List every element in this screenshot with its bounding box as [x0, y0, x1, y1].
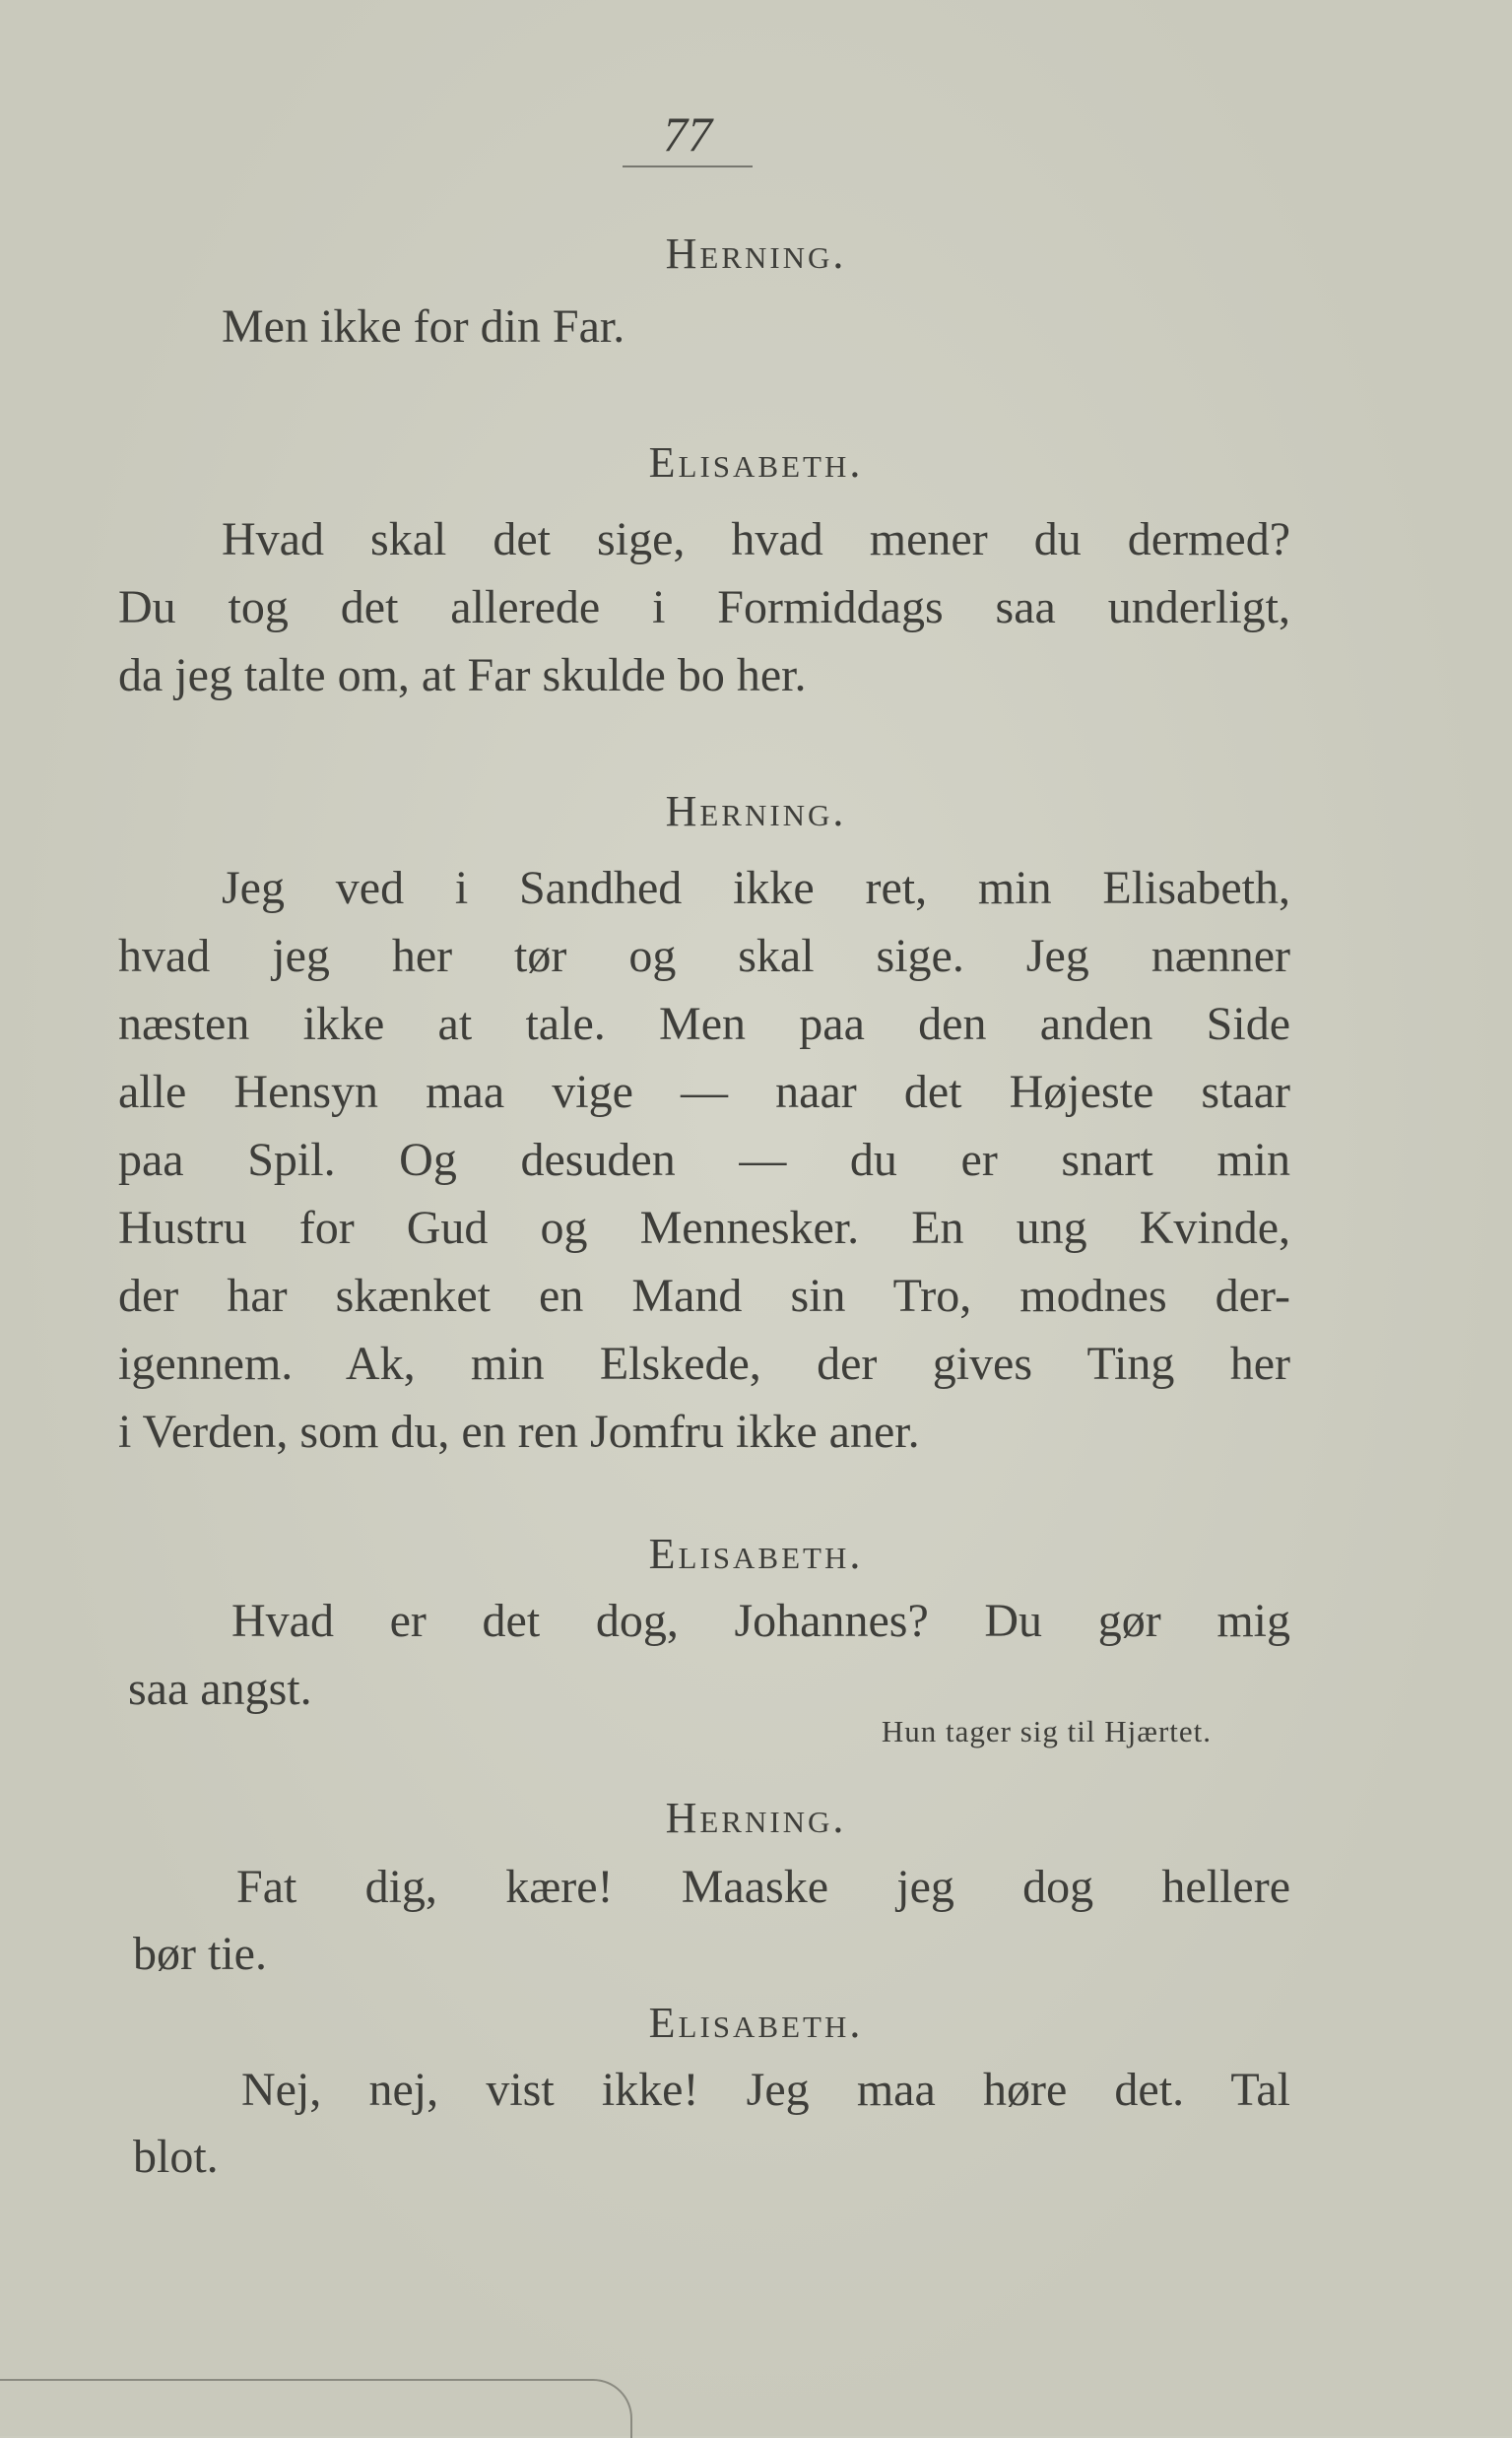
speaker-name: Herning.	[665, 1794, 847, 1842]
page-edge-mark	[0, 2379, 632, 2438]
dialogue-line: Men ikke for din Far.	[222, 300, 625, 353]
speaker-name: Elisabeth.	[648, 1530, 864, 1578]
dialogue-line: hvad jeg her tør og skal sige. Jeg nænner	[118, 930, 1290, 982]
speaker-name: Herning.	[665, 787, 847, 835]
dialogue-line: Hustru for Gud og Mennesker. En ung Kvinde,	[118, 1202, 1290, 1254]
dialogue-line: da jeg talte om, at Far skulde bo her.	[118, 649, 807, 701]
dialogue-line: Du tog det allerede i Formiddags saa underligt,	[118, 581, 1290, 633]
dialogue-line: igennem. Ak, min Elskede, der gives Ting her	[118, 1338, 1290, 1390]
dialogue-line: saa angst.	[128, 1663, 312, 1715]
dialogue-line: Jeg ved i Sandhed ikke ret, min Elisabeth,	[222, 862, 1290, 914]
dialogue-line: alle Hensyn maa vige — naar det Højeste staar	[118, 1066, 1290, 1118]
dialogue-line: Hvad er det dog, Johannes? Du gør mig	[231, 1595, 1290, 1647]
dialogue-line: Nej, nej, vist ikke! Jeg maa høre det. Tal	[241, 2064, 1290, 2116]
dialogue-line: paa Spil. Og desuden — du er snart min	[118, 1134, 1290, 1186]
dialogue-line: Hvad skal det sige, hvad mener du dermed?	[222, 513, 1290, 565]
dialogue-line: næsten ikke at tale. Men paa den anden Side	[118, 998, 1290, 1050]
dialogue-line: blot.	[133, 2131, 219, 2183]
speaker-name: Elisabeth.	[648, 1999, 864, 2047]
speaker-name: Elisabeth.	[648, 438, 864, 487]
dialogue-line: Fat dig, kære! Maaske jeg dog hellere	[236, 1861, 1290, 1913]
stage-direction: Hun tager sig til Hjærtet.	[881, 1714, 1212, 1748]
dialogue-line: der har skænket en Mand sin Tro, modnes der-	[118, 1270, 1290, 1322]
speaker-name: Herning.	[665, 230, 847, 278]
dialogue-line: bør tie.	[133, 1928, 267, 1980]
page-number: 77	[623, 104, 753, 167]
dialogue-line: i Verden, som du, en ren Jomfru ikke aner.	[118, 1406, 920, 1458]
